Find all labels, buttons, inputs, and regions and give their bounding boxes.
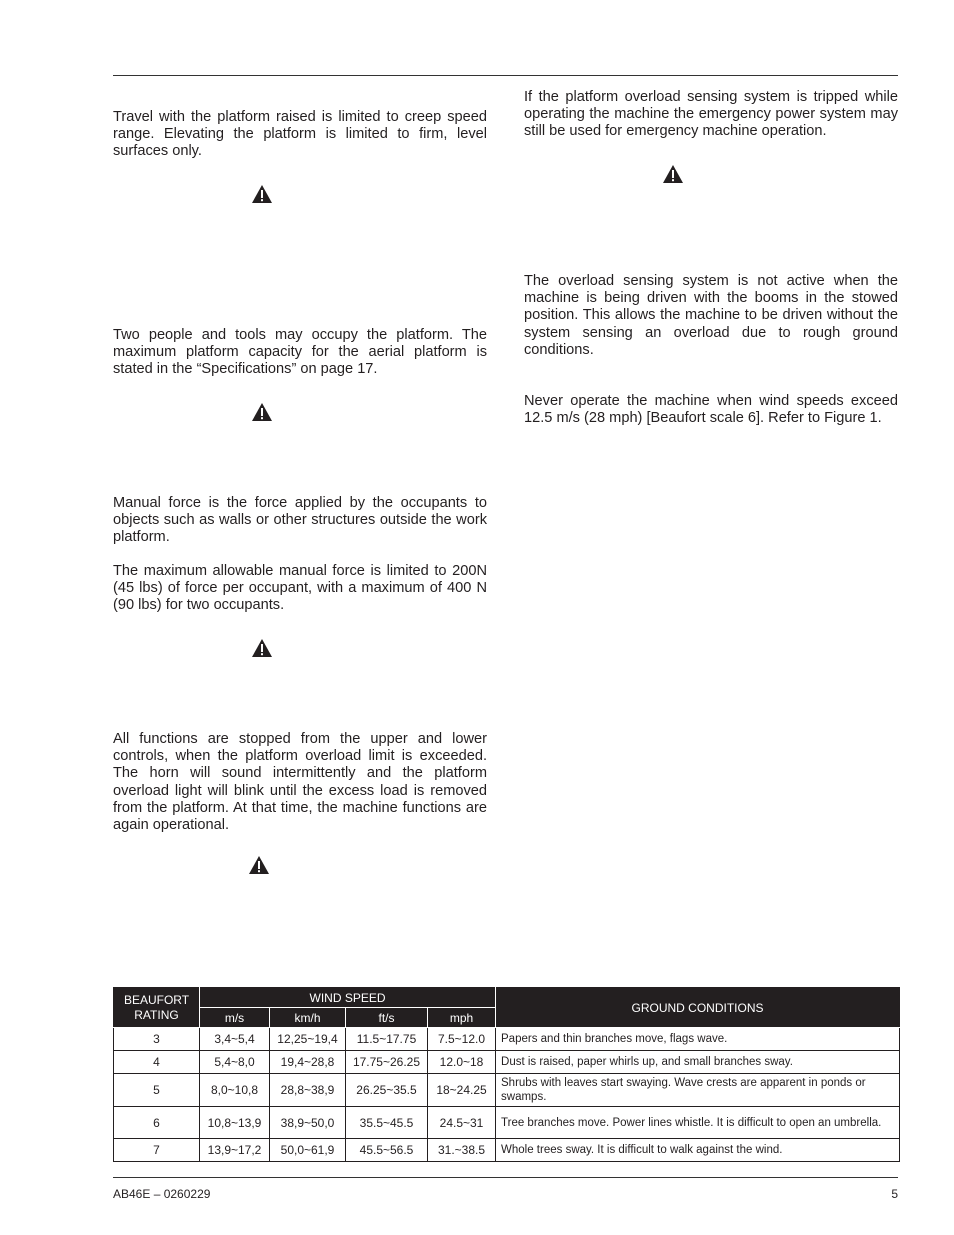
cell-ground-condition: Dust is raised, paper whirls up, and small branches sway. <box>496 1051 900 1074</box>
cell-fts: 35.5~45.5 <box>346 1107 428 1139</box>
cell-mph: 12.0~18 <box>428 1051 496 1074</box>
warning-triangle-icon <box>662 164 684 184</box>
cell-ms: 13,9~17,2 <box>200 1139 270 1162</box>
paragraph-max-manual-force: The maximum allowable manual force is limited to 200N (45 lbs) of force per occupant, with a maximum of 400 N (90 lbs) for two occupants. <box>113 563 487 614</box>
paragraph-emergency-power: If the platform overload sensing system is tripped while operating the machine the emergency power system may still be used for emergency machine operation. <box>524 89 898 140</box>
cell-rating: 6 <box>114 1107 200 1139</box>
cell-ms: 10,8~13,9 <box>200 1107 270 1139</box>
cell-mph: 31.~38.5 <box>428 1139 496 1162</box>
table-row <box>114 1051 900 1074</box>
cell-kmh: 19,4~28,8 <box>270 1051 346 1074</box>
cell-rating: 3 <box>114 1028 200 1051</box>
beaufort-wind-table <box>113 987 900 1162</box>
cell-ms: 8,0~10,8 <box>200 1074 270 1107</box>
cell-ground-condition: Tree branches move. Power lines whistle. It is difficult to open an umbrella. <box>496 1107 900 1139</box>
header-wind-speed: WIND SPEED <box>200 988 496 1008</box>
cell-ms: 3,4~5,4 <box>200 1028 270 1051</box>
paragraph-overload-stop: All functions are stopped from the upper and lower controls, when the platform overload limit is exceeded. The horn will sound intermittently and the platform overload light will blink until the excess load is removed from the platform. At that time, the machine functions are again operational. <box>113 731 487 834</box>
table-row <box>114 1107 900 1139</box>
table-row <box>114 1028 900 1051</box>
cell-ground-condition: Shrubs with leaves start swaying. Wave crests are apparent in ponds or swamps. <box>496 1074 900 1107</box>
cell-kmh: 28,8~38,9 <box>270 1074 346 1107</box>
header-beaufort-rating: BEAUFORT RATING <box>114 988 200 1028</box>
footer-page-number: 5 <box>891 1187 898 1201</box>
cell-mph: 7.5~12.0 <box>428 1028 496 1051</box>
header-unit-mph: mph <box>428 1008 496 1028</box>
cell-kmh: 12,25~19,4 <box>270 1028 346 1051</box>
cell-rating: 4 <box>114 1051 200 1074</box>
header-unit-ms: m/s <box>200 1008 270 1028</box>
cell-ms: 5,4~8,0 <box>200 1051 270 1074</box>
warning-triangle-icon <box>251 638 273 658</box>
cell-fts: 11.5~17.75 <box>346 1028 428 1051</box>
footer-doc-id: AB46E – 0260229 <box>113 1187 211 1201</box>
header-rule <box>113 75 898 76</box>
cell-mph: 18~24.25 <box>428 1074 496 1107</box>
paragraph-manual-force: Manual force is the force applied by the occupants to objects such as walls or other structures outside the work platform. <box>113 495 487 546</box>
header-unit-fts: ft/s <box>346 1008 428 1028</box>
warning-triangle-icon <box>251 402 273 422</box>
cell-kmh: 38,9~50,0 <box>270 1107 346 1139</box>
header-ground-conditions: GROUND CONDITIONS <box>496 988 900 1028</box>
cell-fts: 45.5~56.5 <box>346 1139 428 1162</box>
paragraph-overload-inactive: The overload sensing system is not active when the machine is being driven with the booms in the stowed position. This allows the machine to be driven without the system sensing an overload due to rough ground conditions. <box>524 273 898 358</box>
warning-triangle-icon <box>248 855 270 875</box>
cell-rating: 5 <box>114 1074 200 1107</box>
paragraph-travel-raised: Travel with the platform raised is limited to creep speed range. Elevating the platform is limited to firm, level surfaces only. <box>113 109 487 160</box>
cell-fts: 26.25~35.5 <box>346 1074 428 1107</box>
cell-ground-condition: Whole trees sway. It is difficult to walk against the wind. <box>496 1139 900 1162</box>
cell-mph: 24.5~31 <box>428 1107 496 1139</box>
table-row <box>114 1139 900 1162</box>
warning-triangle-icon <box>251 184 273 204</box>
cell-ground-condition: Papers and thin branches move, flags wave. <box>496 1028 900 1051</box>
header-unit-kmh: km/h <box>270 1008 346 1028</box>
cell-fts: 17.75~26.25 <box>346 1051 428 1074</box>
cell-rating: 7 <box>114 1139 200 1162</box>
paragraph-wind-speed: Never operate the machine when wind speeds exceed 12.5 m/s (28 mph) [Beaufort scale 6]. Refer to Figure 1. <box>524 393 898 427</box>
paragraph-platform-capacity: Two people and tools may occupy the platform. The maximum platform capacity for the aerial platform is stated in the “Specifications” on page 17. <box>113 327 487 378</box>
footer-rule <box>113 1177 898 1178</box>
table-row <box>114 1074 900 1107</box>
cell-kmh: 50,0~61,9 <box>270 1139 346 1162</box>
